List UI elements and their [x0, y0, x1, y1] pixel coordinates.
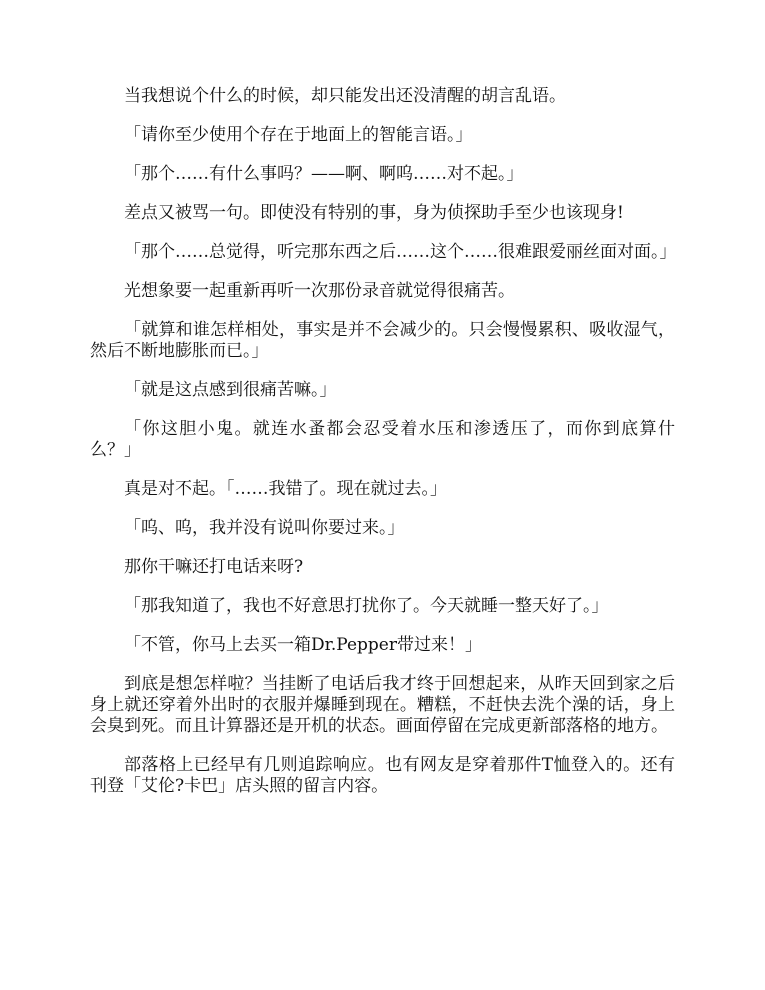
paragraph-6: 光想象要一起重新再听一次那份录音就觉得很痛苦。 — [124, 281, 515, 301]
paragraph-1: 当我想说个什么的时候，却只能发出还没清醒的胡言乱语。 — [124, 86, 566, 106]
paragraph-4: 差点又被骂一句。即使没有特别的事，身为侦探助手至少也该现身! — [124, 203, 624, 223]
paragraph-15: 到底是想怎样啦？当挂断了电话后我才终于回想起来，从昨天回到家之后身上就还穿着外出时的衣服并爆睡到现在。糟糕，不赶快去洗个澡的话，身上会臭到死。而且计算器还是开机的状态。画面停留在完成更新部落格的地方。 — [90, 674, 675, 736]
body-text — [90, 86, 675, 815]
paragraph-13: 「那我知道了，我也不好意思打扰你了。今天就睡一整天好了。」 — [124, 596, 609, 616]
paragraph-12: 那你干嘛还打电话来呀? — [124, 557, 304, 577]
paragraph-10: 真是对不起。「……我错了。现在就过去。」 — [124, 479, 447, 499]
paragraph-16: 部落格上已经早有几则追踪响应。也有网友是穿着那件T恤登入的。还有刊登「艾伦?卡巴」店头照的留言内容。 — [90, 755, 675, 796]
paragraph-3: 「那个……有什么事吗？——啊、啊呜……对不起。」 — [124, 164, 524, 184]
paragraph-14: 「不管，你马上去买一箱Dr.Pepper带过来！」 — [124, 635, 482, 655]
paragraph-2: 「请你至少使用个存在于地面上的智能言语。」 — [124, 125, 473, 145]
paragraph-11: 「呜、呜，我并没有说叫你要过来。」 — [124, 518, 405, 538]
paragraph-7: 「就算和谁怎样相处，事实是并不会减少的。只会慢慢累积、吸收湿气，然后不断地膨胀而已。」 — [90, 320, 675, 361]
paragraph-5: 「那个……总觉得，听完那东西之后……这个……很难跟爱丽丝面对面。」 — [124, 242, 677, 262]
paragraph-8: 「就是这点感到很痛苦嘛。」 — [124, 380, 337, 400]
paragraph-9: 「你这胆小鬼。就连水蚤都会忍受着水压和渗透压了，而你到底算什么？」 — [90, 419, 675, 460]
